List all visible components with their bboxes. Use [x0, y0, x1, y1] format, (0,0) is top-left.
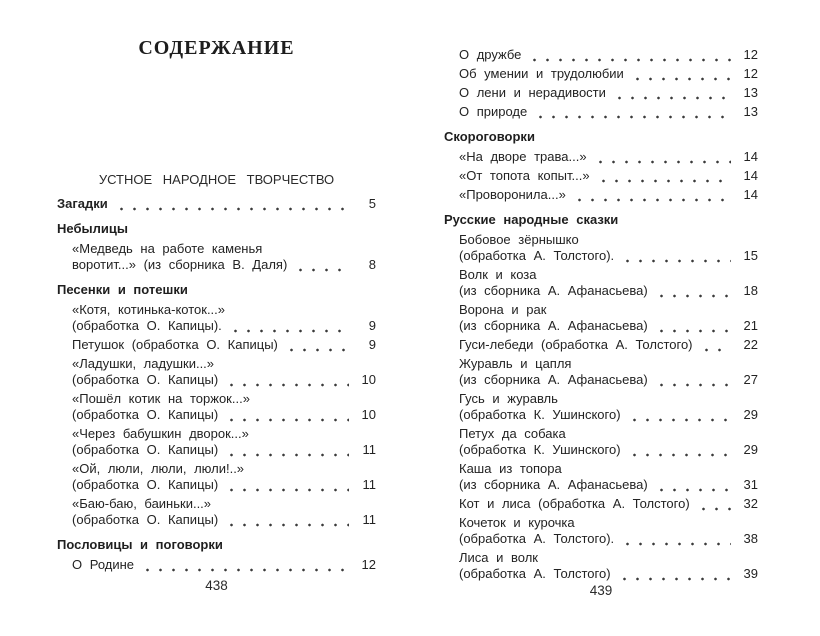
toc-page-number: 10 — [361, 372, 376, 387]
toc-page-number: 31 — [743, 477, 758, 492]
dot-leader — [655, 285, 731, 298]
dot-leader — [621, 250, 731, 263]
toc-section-heading: Пословицы и поговорки — [57, 537, 223, 552]
toc-item-title-line: Волк и коза — [459, 267, 537, 282]
toc-page-number: 14 — [743, 187, 758, 202]
toc-section-heading: Скороговорки — [444, 129, 535, 144]
toc-item-text: (обработка О. Капицы) — [72, 442, 219, 457]
toc-item — [444, 85, 758, 101]
toc-item-text: (обработка К. Ушинского) — [459, 407, 621, 422]
dot-leader — [285, 339, 349, 352]
toc-item — [444, 337, 758, 353]
dot-leader — [534, 106, 731, 119]
toc-section-heading: Русские народные сказки — [444, 212, 619, 227]
toc-page-number: 9 — [368, 337, 376, 352]
toc-item-text: «Проворонила...» — [459, 187, 566, 202]
dot-leader — [621, 533, 731, 546]
toc-page-number: 27 — [743, 372, 758, 387]
dot-leader — [655, 374, 731, 387]
toc-page-number: 13 — [743, 104, 758, 119]
toc-page-number: 38 — [743, 531, 758, 546]
toc-page-number: 13 — [743, 85, 758, 100]
dot-leader — [229, 320, 349, 333]
toc-page-number: 11 — [362, 442, 376, 457]
toc-page-number: 11 — [362, 512, 376, 527]
toc-item-text: (из сборника А. Афанасьева) — [459, 477, 648, 492]
toc-item-title-line: Кочеток и курочка — [459, 515, 575, 530]
toc-page-number: 14 — [743, 149, 758, 164]
toc-list-left — [57, 196, 376, 573]
dot-leader — [618, 568, 731, 581]
right-page — [444, 0, 758, 585]
dot-leader — [631, 68, 731, 81]
toc-item-text: (обработка А. Толстого) — [459, 566, 611, 581]
toc-item-title-line: «Баю-баю, баиньки...» — [72, 496, 212, 511]
toc-item — [444, 104, 758, 120]
toc-item-text: (обработка О. Капицы). — [72, 318, 222, 333]
toc-item-text: (обработка А. Толстого). — [459, 248, 615, 263]
toc-section-heading: Песенки и потешки — [57, 282, 188, 297]
toc-item — [57, 302, 376, 334]
toc-item — [57, 391, 376, 423]
toc-item — [444, 515, 758, 547]
dot-leader — [655, 479, 731, 492]
toc-item — [444, 47, 758, 63]
toc-item-title-line: Каша из топора — [459, 461, 562, 476]
toc-item-text: (обработка К. Ушинского) — [459, 442, 621, 457]
dot-leader — [697, 498, 731, 511]
toc-item — [444, 66, 758, 82]
toc-item — [444, 550, 758, 582]
toc-item — [444, 461, 758, 493]
toc-item-text: воротит...» (из сборника В. Даля) — [72, 257, 288, 272]
toc-item — [444, 232, 758, 264]
toc-item — [57, 496, 376, 528]
dot-leader — [628, 444, 731, 457]
toc-item — [57, 241, 376, 273]
toc-page-number: 5 — [368, 196, 376, 211]
toc-item — [444, 168, 758, 184]
toc-item — [444, 187, 758, 203]
toc-item — [444, 496, 758, 512]
toc-page-number: 10 — [361, 407, 376, 422]
dot-leader — [225, 374, 349, 387]
toc-item-text: О лени и нерадивости — [459, 85, 606, 100]
toc-item-title-line: Петух да собака — [459, 426, 566, 441]
toc-item-text: О Родине — [72, 557, 135, 572]
toc-item — [57, 426, 376, 458]
dot-leader — [294, 259, 349, 272]
left-page — [57, 0, 376, 576]
toc-item-title-line: Лиса и волк — [459, 550, 538, 565]
toc-item — [444, 302, 758, 334]
toc-page-number: 18 — [743, 283, 758, 298]
toc-item-text: Об умении и трудолюбии — [459, 66, 624, 81]
toc-page-number: 11 — [362, 477, 376, 492]
toc-item-title-line: «Ладушки, ладушки...» — [72, 356, 215, 371]
toc-item-text: Гуси-лебеди (обработка А. Толстого) — [459, 337, 693, 352]
toc-page-number: 9 — [368, 318, 376, 333]
dot-leader — [613, 87, 731, 100]
toc-item — [57, 557, 376, 573]
dot-leader — [225, 444, 349, 457]
toc-page-number: 12 — [361, 557, 376, 572]
toc-item-title-line: «Пошёл котик на торжок...» — [72, 391, 250, 406]
toc-item-text: (из сборника А. Афанасьева) — [459, 372, 648, 387]
toc-item — [444, 267, 758, 299]
toc-item-title-line: «Медведь на работе каменья — [72, 241, 263, 256]
toc-page-number: 29 — [743, 442, 758, 457]
section-header: УСТНОЕ НАРОДНОЕ ТВОРЧЕСТВО — [98, 172, 335, 187]
toc-item-text: (из сборника А. Афанасьева) — [459, 318, 648, 333]
dot-leader — [655, 320, 731, 333]
toc-page-number: 29 — [743, 407, 758, 422]
toc-item — [444, 391, 758, 423]
toc-page-number: 32 — [743, 496, 758, 511]
toc-item-title-line: «Котя, котинька-коток...» — [72, 302, 226, 317]
toc-item-title-line: Бобовое зёрнышко — [459, 232, 579, 247]
toc-page-number: 8 — [368, 257, 376, 272]
dot-leader — [628, 409, 731, 422]
dot-leader — [528, 49, 731, 62]
folio-left-page-number: 438 — [205, 578, 228, 593]
toc-item-text: «На дворе трава...» — [459, 149, 587, 164]
toc-page-number: 14 — [743, 168, 758, 183]
toc-item-title-line: Ворона и рак — [459, 302, 547, 317]
toc-item — [444, 356, 758, 388]
toc-page-number: 12 — [743, 66, 758, 81]
toc-page-number: 15 — [743, 248, 758, 263]
toc-item — [444, 149, 758, 165]
dot-leader — [115, 198, 349, 211]
dot-leader — [573, 189, 731, 202]
toc-item — [57, 356, 376, 388]
toc-section-heading: Небылицы — [57, 221, 128, 236]
toc-item-text: О дружбе — [459, 47, 522, 62]
toc-item-text: (обработка О. Капицы) — [72, 477, 219, 492]
toc-item — [444, 426, 758, 458]
toc-item-title-line: Журавль и цапля — [459, 356, 572, 371]
toc-item-text: Загадки — [57, 196, 108, 211]
toc-item-text: (обработка О. Капицы) — [72, 372, 219, 387]
dot-leader — [597, 170, 731, 183]
dot-leader — [594, 151, 731, 164]
page-title: СОДЕРЖАНИЕ — [138, 37, 295, 59]
toc-page-number: 12 — [743, 47, 758, 62]
toc-item — [57, 196, 376, 212]
dot-leader — [141, 559, 349, 572]
dot-leader — [700, 339, 731, 352]
toc-list-right — [444, 47, 758, 582]
toc-item-text: Петушок (обработка О. Капицы) — [72, 337, 278, 352]
toc-item-text: (из сборника А. Афанасьева) — [459, 283, 648, 298]
toc-page-number: 21 — [743, 318, 758, 333]
toc-item-text: (обработка О. Капицы) — [72, 407, 219, 422]
dot-leader — [225, 514, 349, 527]
dot-leader — [225, 479, 349, 492]
toc-item — [57, 337, 376, 353]
toc-item-text: (обработка А. Толстого). — [459, 531, 615, 546]
toc-item-text: О природе — [459, 104, 528, 119]
dot-leader — [225, 409, 349, 422]
folio-right-page-number: 439 — [589, 583, 613, 598]
toc-item-title-line: Гусь и журавль — [459, 391, 558, 406]
toc-item-text: (обработка О. Капицы) — [72, 512, 219, 527]
toc-item-text: Кот и лиса (обработка А. Толстого) — [459, 496, 690, 511]
toc-item-title-line: «Через бабушкин дворок...» — [72, 426, 249, 441]
toc-item-title-line: «Ой, люли, люли, люли!..» — [72, 461, 245, 476]
toc-item — [57, 461, 376, 493]
toc-page-number: 39 — [743, 566, 758, 581]
toc-item-text: «От топота копыт...» — [459, 168, 590, 183]
toc-page-number: 22 — [743, 337, 758, 352]
